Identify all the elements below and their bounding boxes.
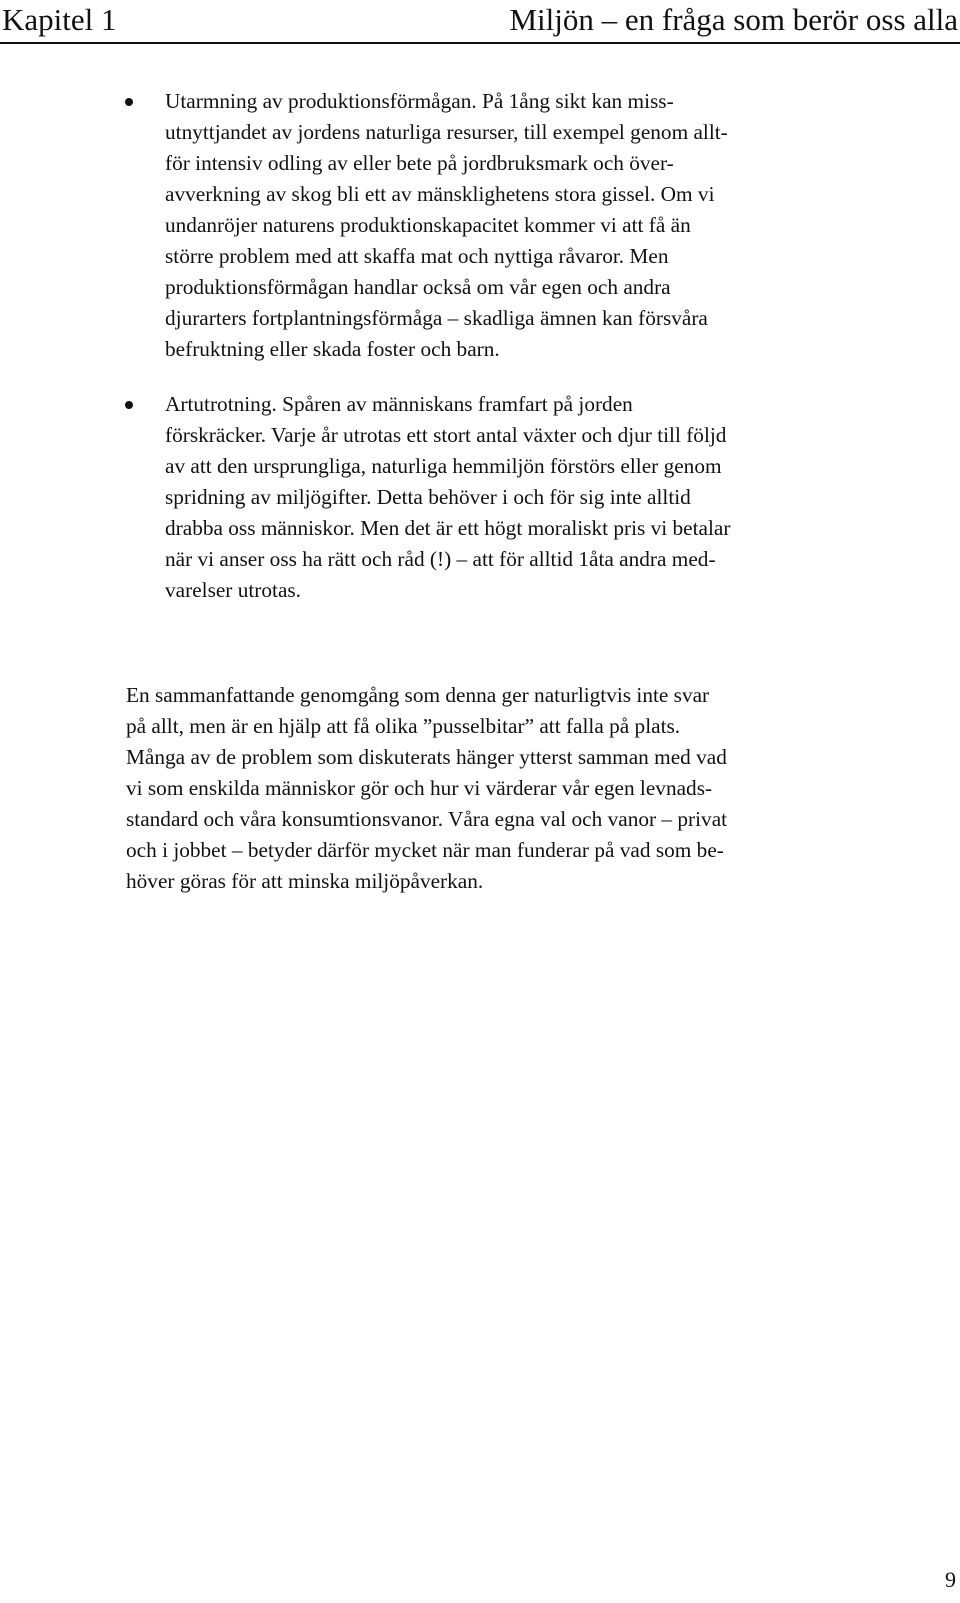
- bullet-text: Utarmning av produktionsförmågan. På 1ång sikt kan miss- utnyttjandet av jordens naturliga resurser, till exempel genom allt- för intensiv odling av eller bete på jordbruksmark och över- avverkning av skog bli ett av mänsklighetens stora gissel. Om vi undanröjer naturens produktionskapacitet kommer vi att få än större problem med att skaffa mat och nyttiga råvaror. Men produktionsförmågan handlar också om vår egen och andra djurarters fortplantningsförmåga – skadliga ämnen kan försvåra befruktning eller skada foster och barn.: [165, 89, 728, 361]
- chapter-label: Kapitel 1: [2, 2, 117, 37]
- summary-paragraph: En sammanfattande genomgång som denna ger naturligtvis inte svar på allt, men är en hjälp att få olika ”pusselbitar” att falla på plats. Många av de problem som diskuterats hänger ytterst samman med vad vi som enskilda människor gör och hur vi värderar vår egen levnads- standard och våra konsumtionsvanor. Våra egna val och vanor – privat och i jobbet – betyder därför mycket när man funderar på vad som be- höver göras för att minska miljöpåverkan.: [126, 683, 728, 893]
- page-header: [0, 0, 960, 44]
- bullet-text: Artutrotning. Spåren av människans framfart på jorden förskräcker. Varje år utrotas ett stort antal växter och djur till följd av att den ursprungliga, naturliga hemmiljön förstörs eller genom spridning av miljögifter. Detta behöver i och för sig inte alltid drabba oss människor. Men det är ett högt moraliskt pris vi betalar när vi anser oss ha rätt och råd (!) – att för alltid 1åta andra med- varelser utrotas.: [165, 392, 731, 602]
- bullet-item-extinction: [165, 389, 865, 606]
- page-number: 9: [945, 1567, 956, 1592]
- bullet-list: [0, 86, 960, 630]
- bullet-item-production: [165, 86, 865, 365]
- bullet-dot-icon: [125, 401, 133, 409]
- chapter-title: Miljön – en fråga som berör oss alla: [509, 2, 958, 37]
- bullet-dot-icon: [125, 98, 133, 106]
